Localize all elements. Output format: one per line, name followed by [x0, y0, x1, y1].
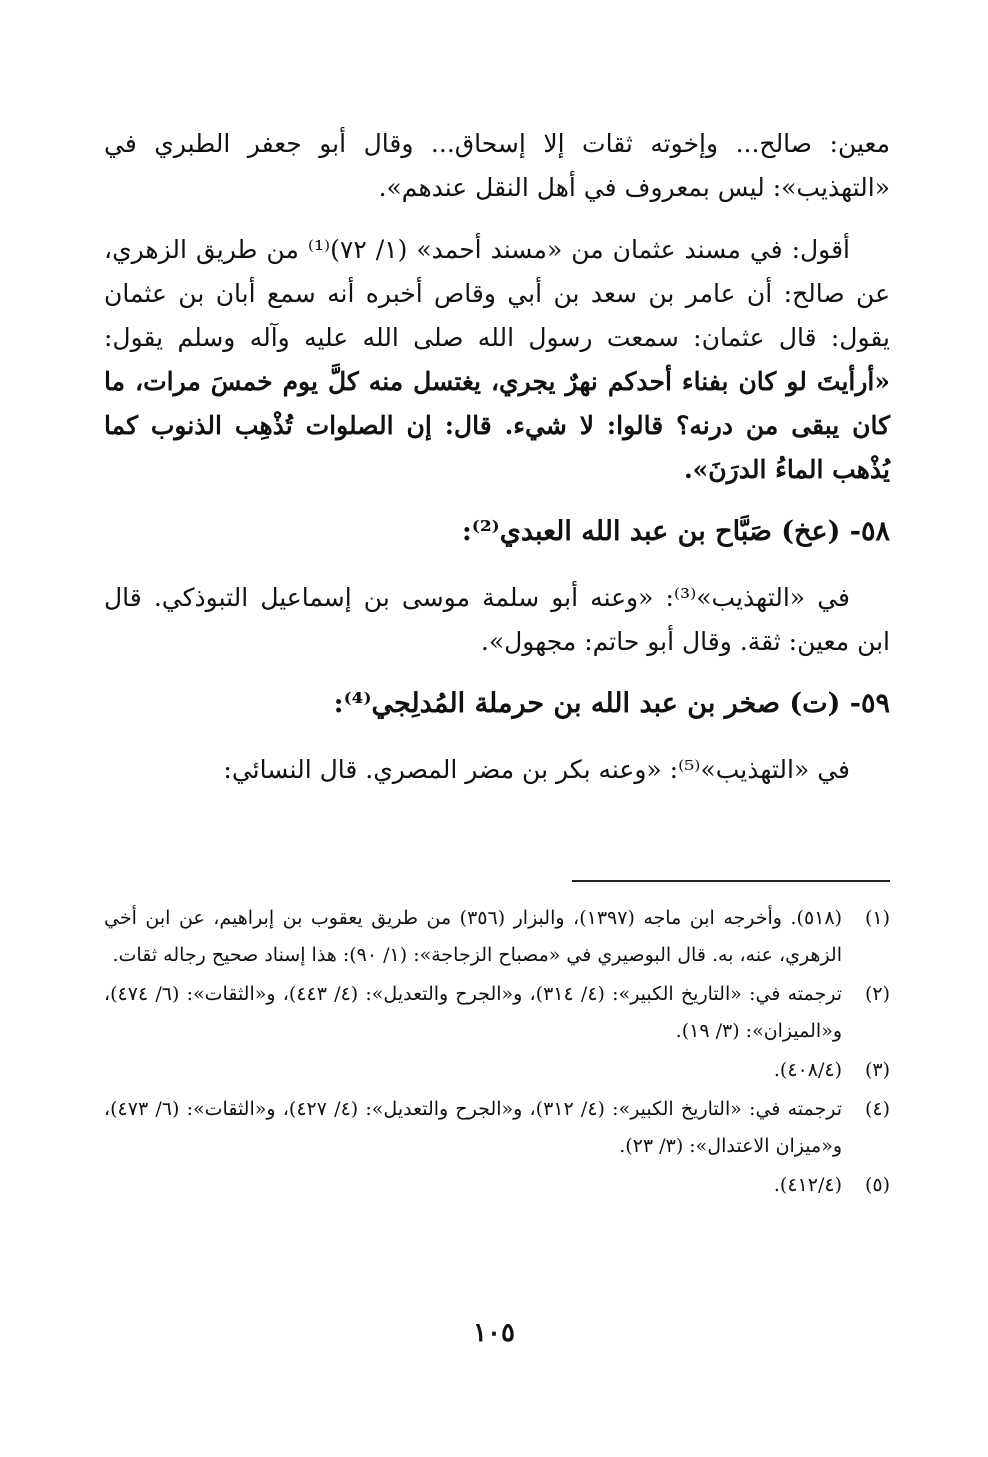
footnote-5 — [104, 1167, 890, 1204]
entry-58-text: في «التهذيب»⁽³⁾: «وعنه أبو سلمة موسى بن إسماعيل التبوذكي. قال ابن معين: ثقة. وقال أبو حاتم: مجهول». — [104, 583, 890, 656]
footnote-2 — [104, 976, 890, 1050]
footnote-1 — [104, 900, 890, 974]
paragraph-commentary — [104, 228, 890, 492]
page-number: ١٠٥ — [473, 1318, 515, 1348]
entry-58-heading — [104, 510, 890, 554]
footnote-number: (٢) — [864, 983, 891, 1005]
commentary-intro: أقول: في مسند عثمان من «مسند أحمد» (١/ ٧٢)⁽¹⁾ من طريق الزهري، عن صالح: أن عامر بن سعد بن أبي وقاص أخبره أنه سمع أبان بن عثمان يقول: قال عثمان: سمعت رسول الله صلى الله عليه وآله وسلم يقول: — [104, 235, 890, 352]
entry-59-text: في «التهذيب»⁽⁵⁾: «وعنه بكر بن مضر المصري. قال النسائي: — [223, 755, 850, 784]
entry-59-number: ٥٩- — [849, 688, 890, 719]
entry-59-title: (ت) صخر بن عبد الله بن حرملة المُدلِجي⁽⁴⁾: — [333, 688, 850, 719]
footnote-number: (٣) — [864, 1059, 890, 1081]
footnote-4 — [104, 1091, 890, 1165]
footnote-text: (٥١٨). وأخرجه ابن ماجه (١٣٩٧)، والبزار (٣٥٦) من طريق يعقوب بن إبراهيم، عن ابن أخي الزهري، عنه، به. قال البوصيري في «مصباح الزجاجة»: (١/ ٩٠): هذا إسناد صحيح رجاله ثقات. — [104, 907, 842, 966]
footnote-3 — [104, 1052, 890, 1089]
footnote-divider — [572, 880, 890, 882]
hadith-text: «أرأيتَ لو كان بفناء أحدكم نهرٌ يجري، يغتسل منه كلَّ يوم خمسَ مرات، ما كان يبقى من درنه؟ قالوا: لا شيء. قال: إن الصلوات تُذْهِب الذنوب كما يُذْهب الماءُ الدرَنَ». — [104, 367, 890, 484]
entry-59-heading — [104, 682, 890, 726]
footnote-text: ترجمته في: «التاريخ الكبير»: (٤/ ٣١٤)، و«الجرح والتعديل»: (٤/ ٤٤٣)، و«الثقات»: (٦/ ٤٧٤)، و«الميزان»: (٣/ ١٩). — [104, 983, 843, 1042]
footnote-number: (١) — [864, 907, 890, 929]
footnote-text: (٤٠٨/٤). — [773, 1059, 842, 1081]
entry-58-title: (عخ) صَبَّاح بن عبد الله العبدي⁽²⁾: — [461, 516, 850, 547]
footnote-text: ترجمته في: «التاريخ الكبير»: (٤/ ٣١٢)، و«الجرح والتعديل»: (٤/ ٤٢٧)، و«الثقات»: (٦/ ٤٧٣)، و«ميزان الاعتدال»: (٣/ ٢٣). — [104, 1098, 843, 1157]
footnotes — [104, 900, 890, 1206]
entry-58-number: ٥٨- — [849, 516, 890, 547]
paragraph-quote-continuation: معين: صالح... وإخوته ثقات إلا إسحاق... وقال أبو جعفر الطبري في «التهذيب»: ليس بمعروف في أهل النقل عندهم». — [104, 129, 890, 202]
footnote-number: (٤) — [864, 1098, 891, 1120]
footnote-number: (٥) — [864, 1174, 890, 1196]
footnote-text: (٤١٢/٤). — [773, 1174, 842, 1196]
main-text — [104, 122, 890, 810]
